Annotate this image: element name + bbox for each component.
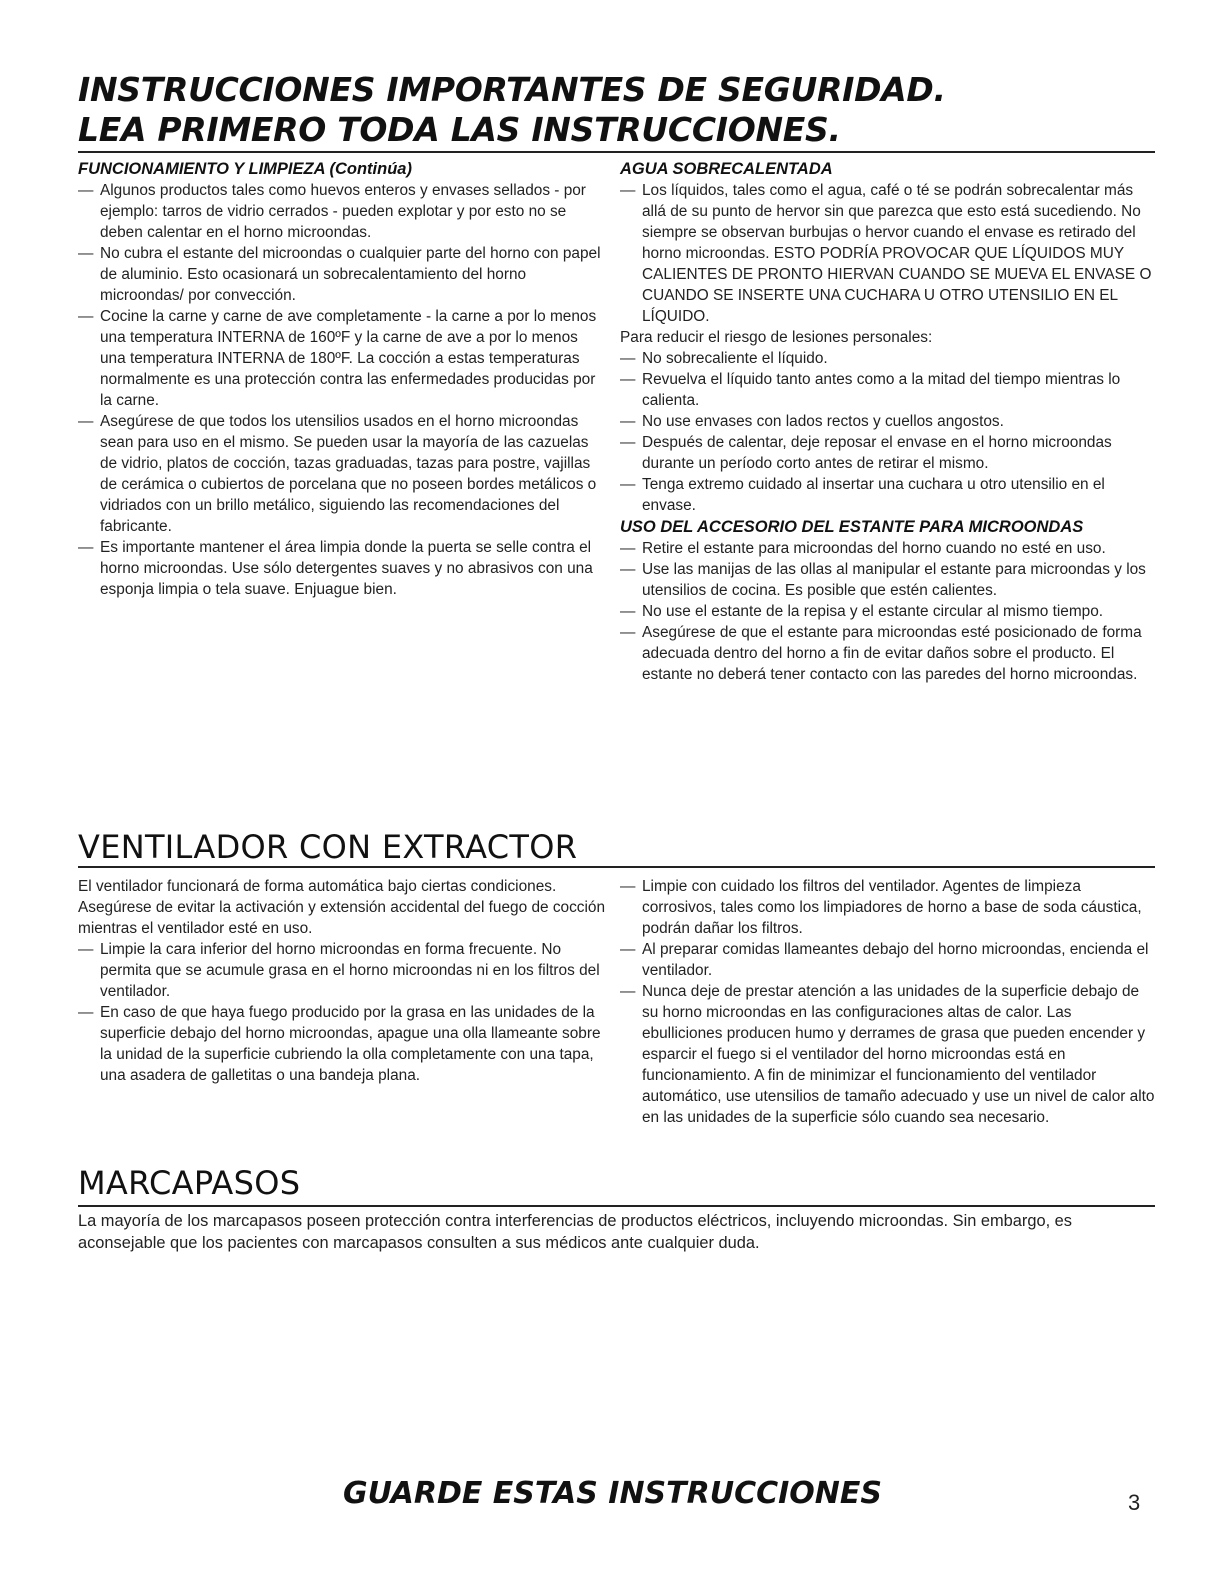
list-item: — Use las manijas de las ollas al manipular el estante para microondas y los utensilios de cocina. Es posible que estén calientes. <box>620 559 1155 601</box>
ventilador-right-column <box>620 876 1155 1128</box>
funcionamiento-heading: FUNCIONAMIENTO Y LIMPIEZA (Continúa) <box>78 160 412 178</box>
list-item: — No sobrecaliente el líquido. <box>620 348 1155 369</box>
agua-list <box>620 348 1155 516</box>
accesorio-list <box>620 538 1155 685</box>
list-item: — No use el estante de la repisa y el estante circular al mismo tiempo. <box>620 601 1155 622</box>
page-number: 3 <box>1128 1490 1141 1515</box>
marcapasos-text: La mayoría de los marcapasos poseen protección contra interferencias de productos eléctricos, incluyendo microondas. Sin embargo, es aconsejable que los pacientes con marcapasos consulten a sus médicos ante cualquier duda. <box>78 1212 1072 1252</box>
list-item: — Retire el estante para microondas del horno cuando no esté en uso. <box>620 538 1155 559</box>
accesorio-heading: USO DEL ACCESORIO DEL ESTANTE PARA MICROONDAS <box>620 518 1084 536</box>
list-item: — Es importante mantener el área limpia donde la puerta se selle contra el horno microondas. Use sólo detergentes suaves y no abrasivos con una esponja limpia o tela suave. Enjuague bien. <box>78 537 606 600</box>
list-item: — Cocine la carne y carne de ave completamente - la carne a por lo menos una temperatura INTERNA de 160ºF y la carne de ave a por lo menos una temperatura INTERNA de 180ºF. La cocción a estas temperaturas normalmente es una protección contra las enfermedades producidas por la carne. <box>78 306 606 411</box>
ventilador-right-list <box>620 876 1155 1128</box>
ventilador-left-list <box>78 939 606 1086</box>
list-item: — Limpie con cuidado los filtros del ventilador. Agentes de limpieza corrosivos, tales como los limpiadores de horno a base de soda cáustica, podrán dañar los filtros. <box>620 876 1155 939</box>
title-divider <box>78 151 1155 153</box>
ventilador-left-column <box>78 876 606 1086</box>
page-title-line-2: LEA PRIMERO TODA LAS INSTRUCCIONES. <box>78 110 841 149</box>
list-item: — En caso de que haya fuego producido por la grasa en las unidades de la superficie debajo del horno microondas, apague una olla llameante sobre la unidad de la superficie cubriendo la olla completamente con una tapa, una asadera de galletitas o una bandeja plana. <box>78 1002 606 1086</box>
page-title-line-1: INSTRUCCIONES IMPORTANTES DE SEGURIDAD. <box>78 70 946 109</box>
list-item: — Después de calentar, deje reposar el envase en el horno microondas durante un período corto antes de retirar el mismo. <box>620 432 1155 474</box>
list-item: — Al preparar comidas llameantes debajo del horno microondas, encienda el ventilador. <box>620 939 1155 981</box>
list-item: — Asegúrese de que todos los utensilios usados en el horno microondas sean para uso en el mismo. Se pueden usar la mayoría de las cazuelas de vidrio, platos de cocción, tazas graduadas, tazas para postre, vajillas de cerámica o cubiertos de porcelana que no poseen bordes metálicos o vidriados con un brillo metálico, siguiendo las recomendaciones del fabricante. <box>78 411 606 537</box>
footer-slogan: GUARDE ESTAS INSTRUCCIONES <box>342 1476 882 1511</box>
agua-heading: AGUA SOBRECALENTADA <box>620 160 833 178</box>
list-item: — Algunos productos tales como huevos enteros y envases sellados - por ejemplo: tarros de vidrio cerrados - pueden explotar y por esto no se deben calentar en el horno microondas. <box>78 180 606 243</box>
list-item: — No cubra el estante del microondas o cualquier parte del horno con papel de aluminio. Esto ocasionará un sobrecalentamiento del horno microondas/ por convección. <box>78 243 606 306</box>
marcapasos-title: MARCAPASOS <box>78 1164 301 1202</box>
agua-intro-list <box>620 180 1155 327</box>
marcapasos-divider <box>78 1205 1155 1207</box>
ventilador-divider <box>78 866 1155 868</box>
ventilador-intro: El ventilador funcionará de forma automática bajo ciertas condiciones. Asegúrese de evitar la activación y extensión accidental del fuego de cocción mientras el ventilador esté en uso. <box>78 878 606 937</box>
ventilador-title: VENTILADOR CON EXTRACTOR <box>78 828 578 866</box>
list-item: — No use envases con lados rectos y cuellos angostos. <box>620 411 1155 432</box>
list-item: — Tenga extremo cuidado al insertar una cuchara u otro utensilio en el envase. <box>620 474 1155 516</box>
list-item: — Limpie la cara inferior del horno microondas en forma frecuente. No permita que se acumule grasa en el horno microondas ni en los filtros del ventilador. <box>78 939 606 1002</box>
agua-section <box>620 158 1155 685</box>
funcionamiento-list <box>78 180 606 600</box>
list-item: — Revuelva el líquido tanto antes como a la mitad del tiempo mientras lo calienta. <box>620 369 1155 411</box>
page-title <box>78 70 1158 150</box>
list-item: — Nunca deje de prestar atención a las unidades de la superficie debajo de su horno microondas en las configuraciones altas de calor. Las ebulliciones producen humo y derrames de grasa que pueden encender y esparcir el fuego si el ventilador del horno microondas está en funcionamiento. A fin de minimizar el funcionamiento del ventilador automático, use utensilios de tamaño adecuado y use un nivel de calor alto en las unidades de la superficie sólo cuando sea necesario. <box>620 981 1155 1128</box>
list-item: — Asegúrese de que el estante para microondas esté posicionado de forma adecuada dentro del horno a fin de evitar daños sobre el producto. El estante no deberá tener contacto con las paredes del horno microondas. <box>620 622 1155 685</box>
agua-subintro: Para reducir el riesgo de lesiones personales: <box>620 329 933 346</box>
funcionamiento-section <box>78 158 606 600</box>
list-item: — Los líquidos, tales como el agua, café o té se podrán sobrecalentar más allá de su punto de hervor sin que parezca que esto está sucediendo. No siempre se observan burbujas o hervor cuando el envase es retirado del horno microondas. ESTO PODRÍA PROVOCAR QUE LÍQUIDOS MUY CALIENTES DE PRONTO HIERVAN CUANDO SE MUEVA EL ENVASE O CUANDO SE INSERTE UNA CUCHARA U OTRO UTENSILIO EN EL LÍQUIDO. <box>620 180 1155 327</box>
